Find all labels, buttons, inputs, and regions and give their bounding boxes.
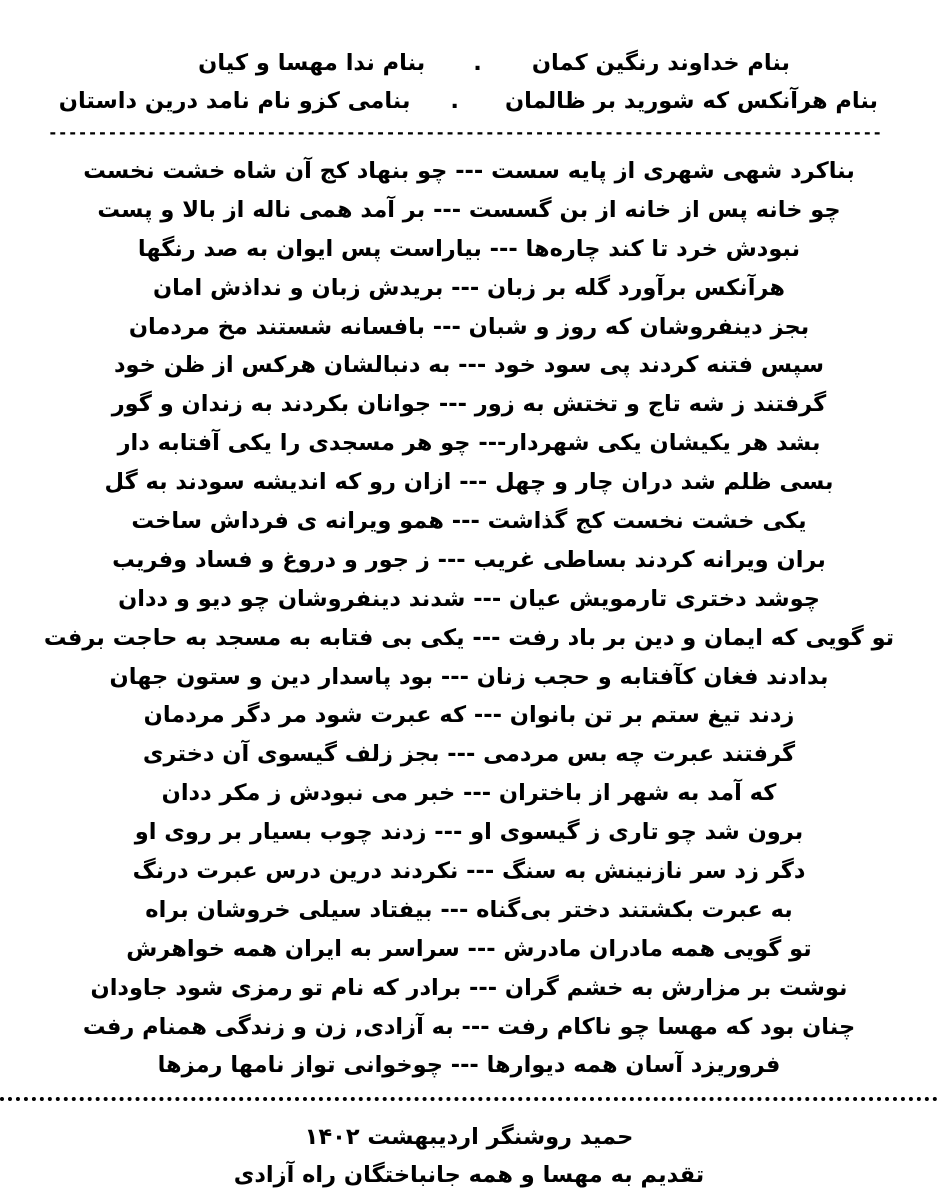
header-line-2-separator: .	[450, 88, 459, 114]
verse-line: بجز دینفروشان که روز و شبان --- بافسانه شستند مخ مردمان	[128, 313, 810, 340]
verse-line: برون شد چو تاری ز گیسوی او --- زدند چوب بسیار بر روی او	[134, 819, 804, 846]
verse-line: گرفتند عبرت چه بس مردمی --- بجز زلف گیسوی آن دختری	[142, 741, 796, 768]
verse-line: نوشت بر مزارش به خشم گران --- برادر که نام تو رمزی شود جاودان	[90, 974, 848, 1001]
header-line-1-left-hemistich: بنام ندا مهسا و کیان	[198, 50, 426, 76]
dotted-divider	[0, 1097, 938, 1111]
verse-line: زدند تیغ ستم بر تن بانوان --- که عبرت شود مر دگر مردمان	[143, 702, 795, 729]
verse-line: تو گویی که ایمان و دین بر باد رفت --- یکی بی فتابه به مسجد به حاجت برفت	[43, 624, 895, 651]
verse-line: هرآنکس برآورد گله بر زبان --- بریدش زبان و نداذش امان	[152, 274, 786, 301]
verse-line: چنان بود که مهسا چو ناکام رفت --- به آزادی, زن و زندگی همنام رفت	[82, 1013, 856, 1040]
verse-line: یکی خشت نخست کج گذاشت --- همو ویرانه ی فرداش ساخت	[131, 508, 807, 535]
author-and-date: حمید روشنگر اردیبهشت ۱۴۰۲	[304, 1124, 634, 1150]
verse-line: دگر زد سر نازنینش به سنگ --- نکردند درین درس عبرت درنگ	[132, 858, 806, 885]
verse-line: بران ویرانه کردند بساطی غریب --- ز جور و دروغ و فساد وفریب	[112, 546, 826, 573]
verse-line: بناکرد شهی شهری از پایه سست --- چو بنهاد کج آن شاه خشت نخست	[83, 158, 855, 184]
header-line-1	[0, 44, 938, 82]
verse-line: بسی ظلم شد دران چار و چهل --- ازان رو که اندیشه سودند به گل	[104, 469, 834, 496]
verse-line: چو خانه پس از خانه از بن گسست --- بر آمد همی ناله از بالا و پست	[97, 196, 841, 223]
verse-line: بدادند فغان کآفتابه و حجب زنان --- بود پاسدار دین و ستون جهان	[109, 663, 829, 690]
verse-line: که آمد به شهر از باختران --- خبر می نبودش ز مکر ددان	[161, 780, 777, 807]
header-line-1-separator: .	[473, 50, 482, 76]
verse-line: به عبرت بکشتند دختر بی‌گناه --- بیفتاد سیلی خروشان براه	[145, 896, 793, 923]
verse-line: چوشد دختری تارمویش عیان --- شدند دینفروشان چو دیو و ددان	[118, 585, 820, 612]
dashed-divider: ------------------------------------------------------------------------------------	[48, 126, 883, 140]
verse-line: تو گویی همه مادران مادرش --- سراسر به ایران همه خواهرش	[126, 935, 812, 962]
dedication: تقدیم به مهسا و همه جانباختگان راه آزادی	[233, 1162, 705, 1188]
poem-verses	[0, 152, 938, 1085]
verse-line: نبودش خرد تا کند چاره‌ها --- بیاراست پس ایوان به صد رنگها	[137, 235, 801, 262]
header-line-2-left-hemistich: بنامی کزو نام نامد درین داستان	[58, 88, 411, 114]
header-line-1-right-hemistich: بنام خداوند رنگین کمان	[531, 50, 790, 76]
verse-line: گرفتند ز شه تاج و تختش به زور --- جوانان بکردند به زندان و گور	[111, 391, 827, 418]
verse-line: فروریزد آسان همه دیوارها --- چوخوانی تواز نامها رمزها	[157, 1052, 781, 1079]
header-line-2	[0, 82, 938, 120]
header-line-2-right-hemistich: بنام هرآنکس که شورید بر ظالمان	[504, 88, 878, 114]
verse-line: سپس فتنه کردند پی سود خود --- به دنبالشان هرکس از ظن خود	[114, 352, 824, 379]
verse-line: بشد هر یکیشان یکی شهردار--- چو هر مسجدی را یکی آفتابه دار	[117, 430, 821, 457]
